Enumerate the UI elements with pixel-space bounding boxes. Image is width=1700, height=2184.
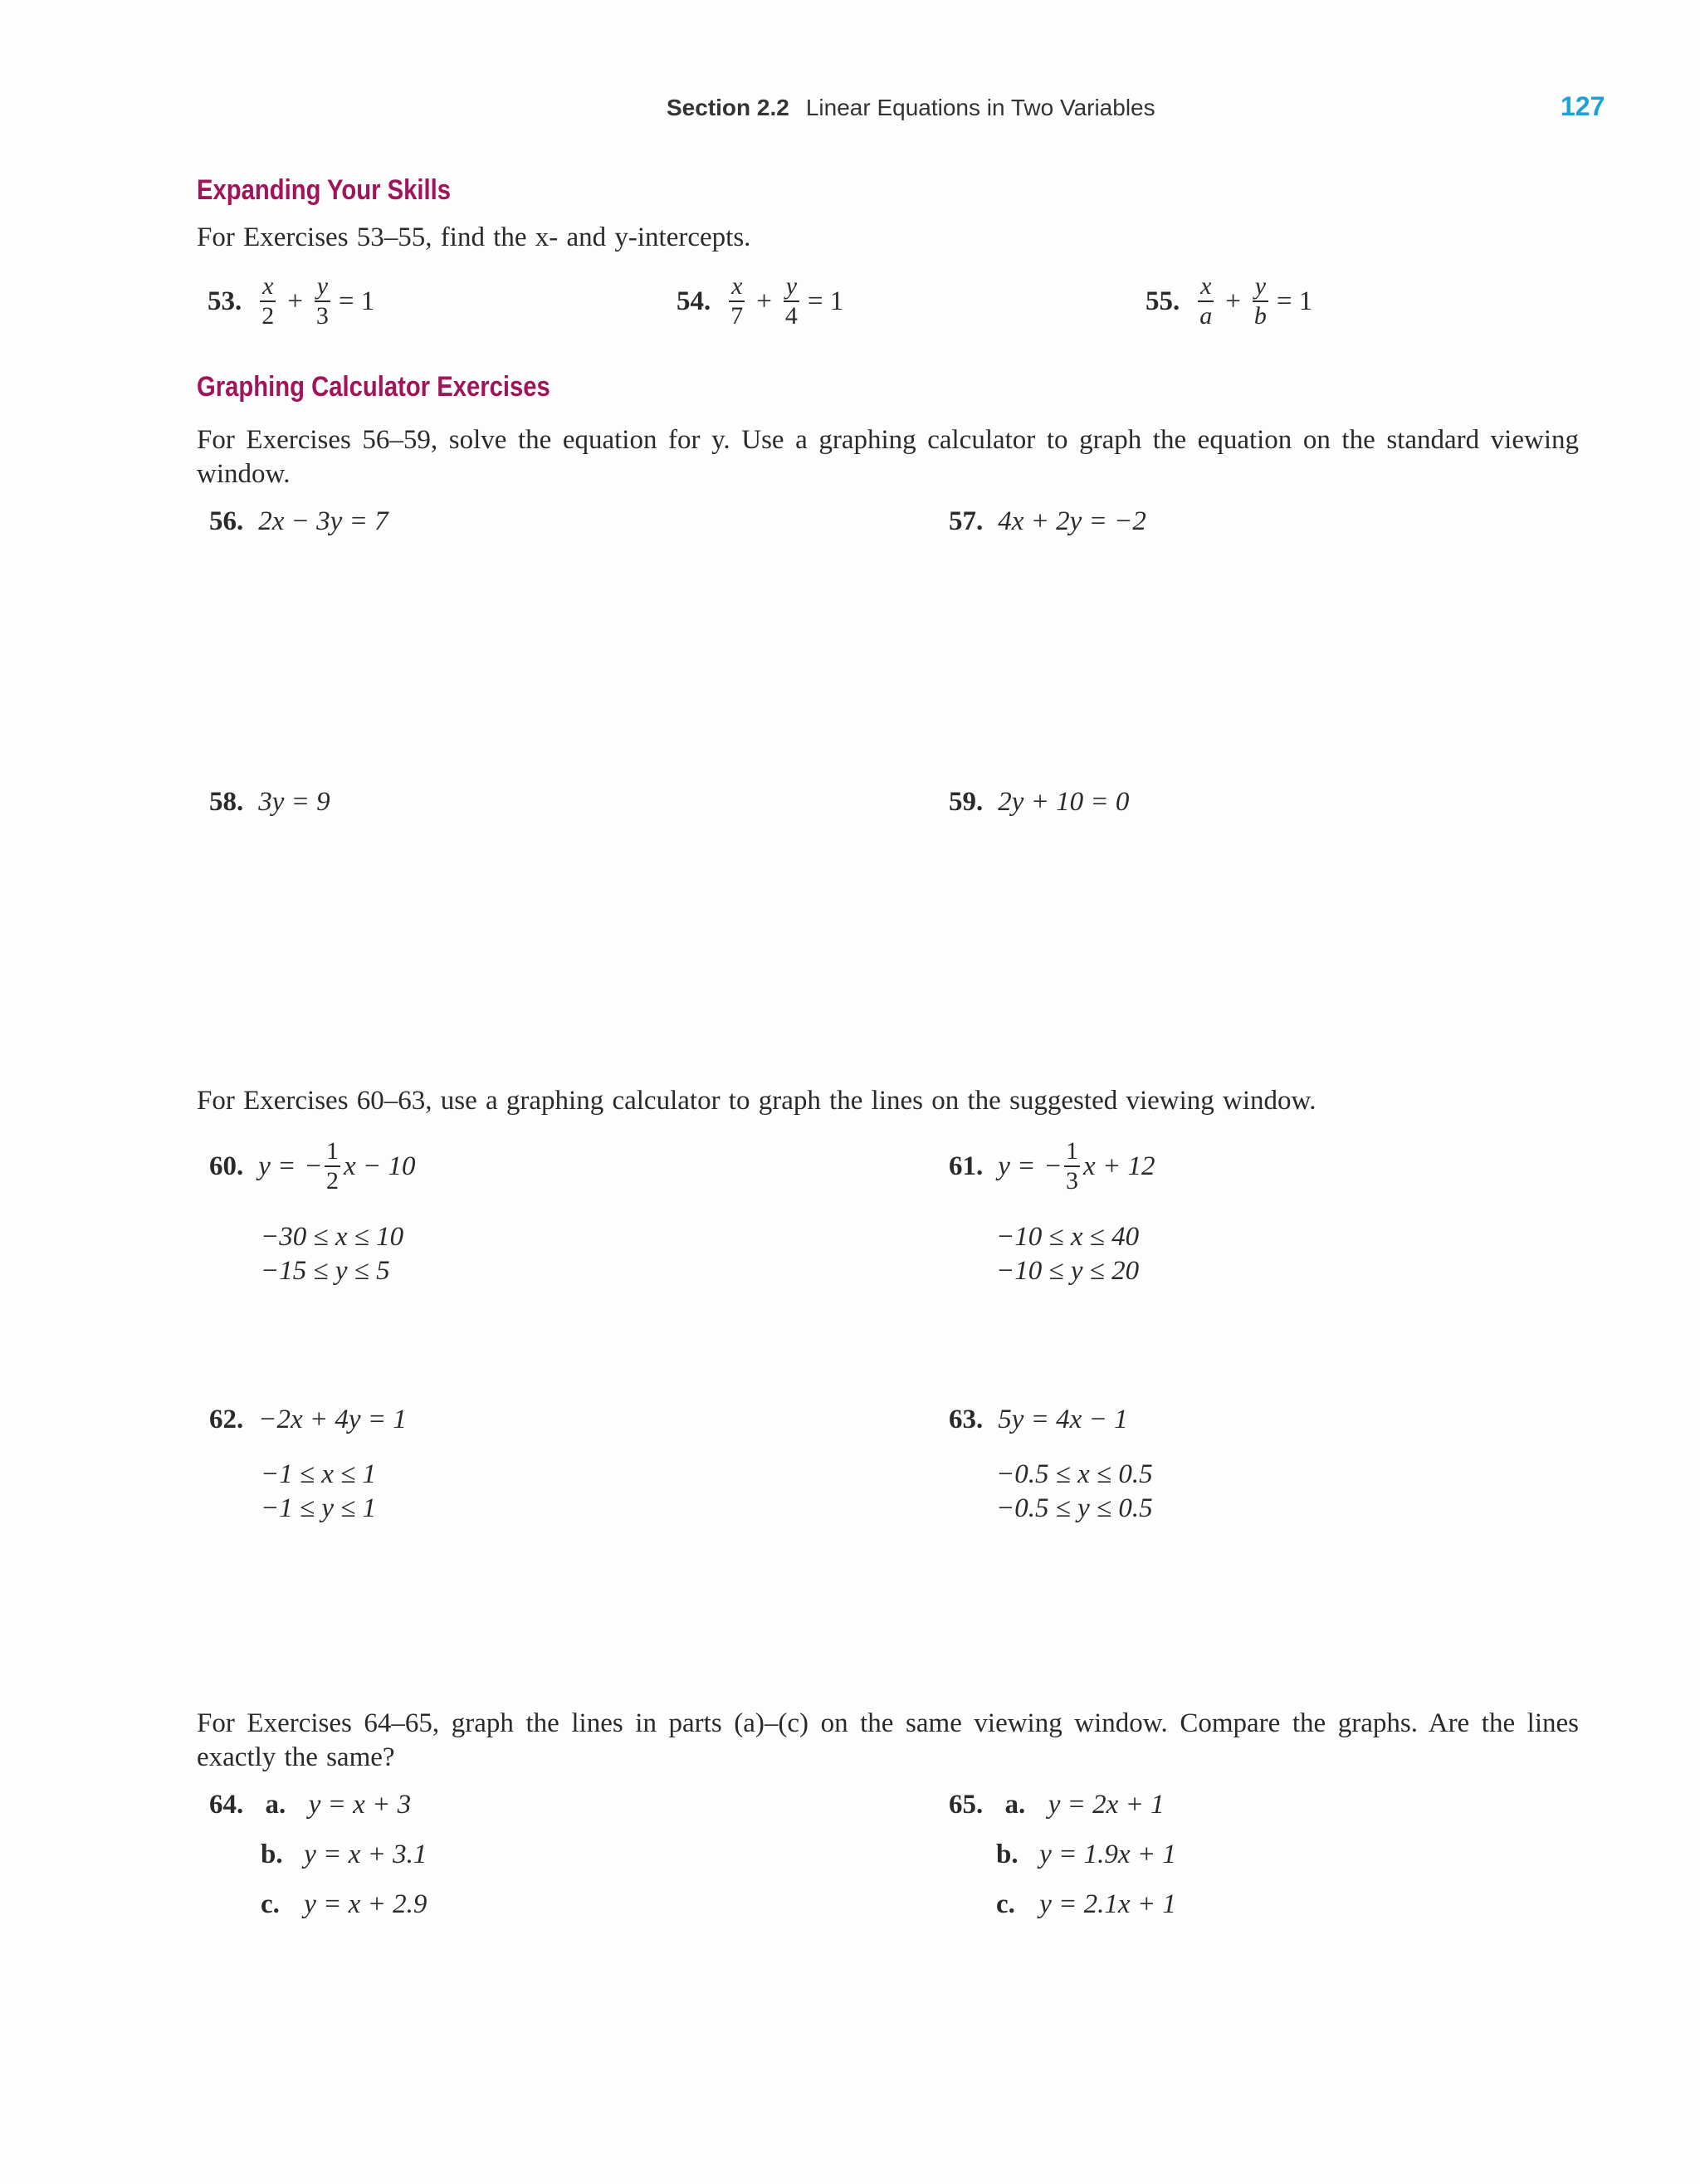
equation-rest: x + 12 [1083, 1151, 1155, 1181]
exercise-54: 54. $\frac{x}{7}$ + $\frac{y}{4}$ = 1 [677, 272, 844, 330]
exercise-number: 64. [209, 1790, 244, 1820]
exercise-65-c [996, 1889, 1176, 1920]
fraction [1198, 274, 1214, 329]
denominator: b [1253, 302, 1267, 330]
sign: − [305, 1151, 322, 1181]
window-63 [996, 1458, 1153, 1526]
fraction [1253, 274, 1268, 329]
section-label: Section 2.2 [667, 95, 789, 120]
numerator: x [1200, 272, 1212, 300]
y-range: −10 ≤ y ≤ 20 [996, 1256, 1140, 1286]
exercise-64-c [261, 1889, 427, 1920]
x-range: −30 ≤ x ≤ 10 [261, 1222, 404, 1252]
exercise-number: 65. [949, 1790, 984, 1820]
sign: − [1045, 1151, 1062, 1181]
equation-rhs: = 1 [338, 286, 375, 316]
equation-rhs: = 1 [1276, 286, 1313, 316]
running-header [667, 95, 1155, 121]
numerator: 1 [1066, 1137, 1079, 1165]
section-title: Linear Equations in Two Variables [805, 95, 1155, 120]
equation: y = 1.9x + 1 [1039, 1840, 1176, 1869]
part-label: b. [261, 1840, 283, 1869]
denominator: 3 [315, 302, 329, 330]
instruction-56-59: For Exercises 56–59, solve the equation for y. Use a graphing calculator to graph the equation on the standard viewing window. [197, 425, 1579, 489]
fraction [729, 274, 745, 329]
exercise-58 [209, 787, 330, 818]
exercise-number: 62. [209, 1405, 244, 1434]
heading-expanding-skills: Expanding Your Skills [197, 174, 452, 206]
exercise-number: 60. [209, 1151, 244, 1181]
numerator: y [785, 272, 798, 300]
exercise-number: 63. [949, 1405, 984, 1434]
exercise-62 [209, 1405, 407, 1435]
numerator: y [316, 272, 329, 300]
denominator: 4 [784, 302, 798, 330]
exercise-65-b [996, 1840, 1176, 1870]
exercise-number: 53. [208, 286, 242, 316]
x-range: −1 ≤ x ≤ 1 [261, 1459, 377, 1489]
exercise-65-a [949, 1790, 1165, 1820]
equation: 5y = 4x − 1 [998, 1405, 1128, 1434]
denominator: 2 [261, 302, 275, 330]
heading-graphing-calculator: Graphing Calculator Exercises [197, 371, 550, 403]
equation-rest: x − 10 [344, 1151, 416, 1181]
exercise-number: 58. [209, 787, 244, 817]
page-number: 127 [1561, 91, 1605, 121]
exercise-number: 55. [1146, 286, 1180, 316]
equation: y = x + 3.1 [304, 1840, 427, 1869]
equation: 2y + 10 = 0 [998, 787, 1130, 817]
numerator: x [262, 272, 274, 300]
numerator: x [731, 272, 743, 300]
window-62 [261, 1458, 376, 1526]
exercise-56 [209, 506, 388, 537]
instruction-53-55: For Exercises 53–55, find the x- and y-intercepts. [197, 222, 751, 252]
exercise-number: 57. [949, 506, 984, 536]
equation-rhs: = 1 [807, 286, 844, 316]
y-range: −15 ≤ y ≤ 5 [261, 1256, 390, 1286]
equation: y = x + 2.9 [304, 1889, 427, 1919]
window-61 [996, 1220, 1139, 1288]
fraction [1064, 1139, 1080, 1194]
denominator: 3 [1066, 1167, 1079, 1195]
equation-lhs: y = [998, 1151, 1036, 1181]
part-label: a. [1004, 1790, 1026, 1820]
part-label: a. [265, 1790, 286, 1820]
exercise-number: 61. [949, 1151, 984, 1181]
equation: y = 2x + 1 [1048, 1790, 1165, 1820]
exercise-55: 55. $\frac{x}{a}$ + $\frac{y}{b}$ = 1 [1146, 272, 1313, 330]
numerator: 1 [326, 1137, 340, 1165]
fraction [325, 1139, 340, 1194]
fraction [784, 274, 799, 329]
equation-lhs: y = [258, 1151, 296, 1181]
denominator: 2 [326, 1167, 340, 1195]
equation: −2x + 4y = 1 [258, 1405, 407, 1434]
equation: 4x + 2y = −2 [998, 506, 1146, 536]
instruction-64-65: For Exercises 64–65, graph the lines in parts (a)–(c) on the same viewing window. Compare the graphs. Are the lines exactly the same? [197, 1708, 1579, 1772]
x-range: −10 ≤ x ≤ 40 [996, 1222, 1140, 1252]
equation: 2x − 3y = 7 [258, 506, 388, 536]
equation: 3y = 9 [258, 787, 330, 817]
denominator: 7 [730, 302, 744, 330]
denominator: a [1199, 302, 1213, 330]
exercise-63 [949, 1405, 1128, 1435]
part-label: c. [261, 1889, 280, 1919]
y-range: −1 ≤ y ≤ 1 [261, 1493, 377, 1523]
exercise-64-a [209, 1790, 411, 1820]
window-60 [261, 1220, 403, 1288]
x-range: −0.5 ≤ x ≤ 0.5 [996, 1459, 1153, 1489]
fraction [315, 274, 330, 329]
y-range: −0.5 ≤ y ≤ 0.5 [996, 1493, 1153, 1523]
exercise-57 [949, 506, 1146, 537]
exercise-61 [949, 1139, 1155, 1194]
equation: y = 2.1x + 1 [1039, 1889, 1176, 1919]
exercise-number: 54. [677, 286, 711, 316]
instruction-60-63: For Exercises 60–63, use a graphing calculator to graph the lines on the suggested viewing window. [197, 1086, 1317, 1116]
exercise-64-b [261, 1840, 427, 1870]
exercise-number: 56. [209, 506, 244, 536]
exercise-number: 59. [949, 787, 984, 817]
exercise-53: 53. $\frac{x}{2}$ + $\frac{y}{3}$ = 1 [208, 272, 375, 330]
equation: y = x + 3 [308, 1790, 412, 1820]
fraction [260, 274, 276, 329]
numerator: y [1254, 272, 1267, 300]
exercise-60 [209, 1139, 415, 1194]
exercise-59 [949, 787, 1129, 818]
part-label: c. [996, 1889, 1015, 1919]
part-label: b. [996, 1840, 1019, 1869]
